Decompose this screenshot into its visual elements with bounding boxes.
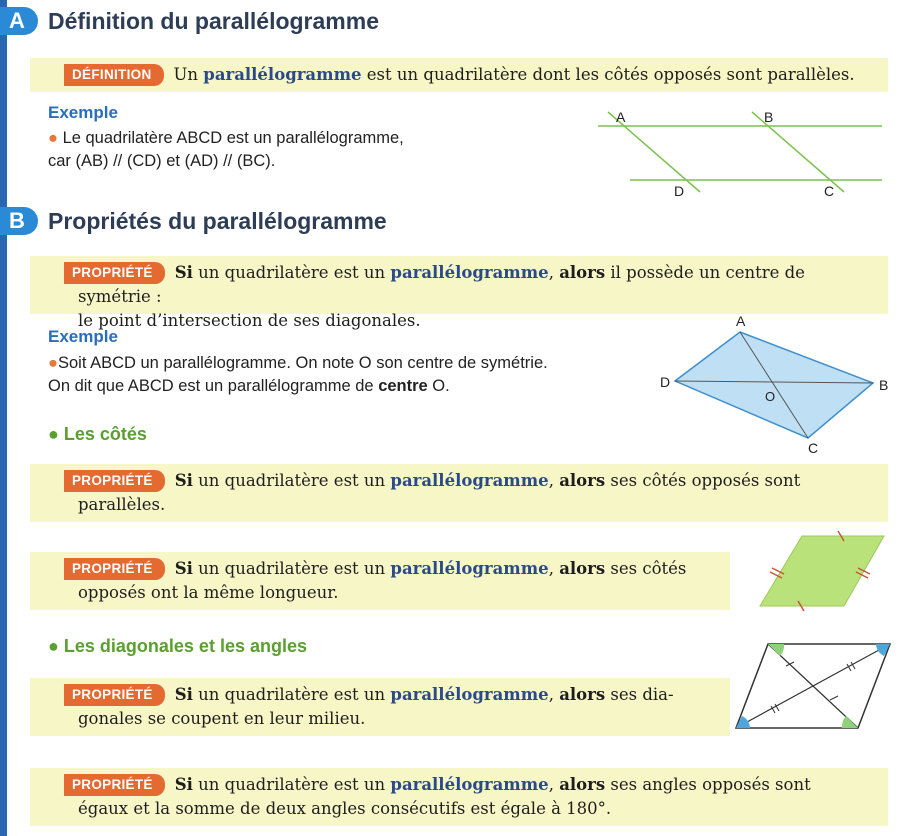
section-a-badge: A bbox=[0, 7, 38, 35]
prop2-line2: parallèles. bbox=[78, 495, 166, 514]
label-a: A bbox=[736, 313, 746, 329]
si-word: Si bbox=[174, 471, 193, 490]
si-word: Si bbox=[174, 263, 193, 282]
example-b-line2a: On dit que ABCD est un parallélogramme de bbox=[48, 377, 379, 395]
bullet-icon: ● bbox=[48, 354, 58, 372]
example-b-line1: Soit ABCD un parallélogramme. On note O son centre de symétrie. bbox=[57, 354, 548, 372]
property-box-5: PROPRIÉTÉ Si un quadrilatère est un parallélogramme, alors ses angles opposés sont égaux et la somme de deux angles consécutifs est égale à 180°. bbox=[30, 768, 888, 826]
prop4-line2: gonales se coupent en leur milieu. bbox=[78, 709, 366, 728]
prop-text: un quadrilatère est un bbox=[192, 685, 391, 704]
prop-text: un quadrilatère est un bbox=[192, 559, 391, 578]
subsection-diagonales bbox=[48, 636, 307, 657]
example-a-line1: Le quadrilatère ABCD est un parallélogramme, bbox=[62, 129, 404, 147]
keyword-parallelogramme: parallélogramme bbox=[390, 559, 549, 578]
property-tag: PROPRIÉTÉ bbox=[64, 684, 165, 706]
figure-parallel-lines bbox=[580, 104, 900, 204]
section-b-header bbox=[0, 204, 387, 238]
bullet-icon: ● bbox=[48, 129, 58, 147]
keyword-parallelogramme: parallélogramme bbox=[203, 65, 362, 84]
property-box-3: PROPRIÉTÉ Si un quadrilatère est un parallélogramme, alors ses côtés opposés ont la même longueur. bbox=[30, 552, 730, 610]
property-tag: PROPRIÉTÉ bbox=[64, 470, 165, 492]
section-a-title: Définition du parallélogramme bbox=[48, 7, 379, 34]
label-c: C bbox=[808, 440, 819, 456]
prop-text: un quadrilatère est un bbox=[192, 471, 391, 490]
label-a: A bbox=[616, 109, 626, 125]
label-d: D bbox=[674, 183, 685, 199]
prop-text: ses angles opposés sont bbox=[605, 775, 811, 794]
example-b-text bbox=[48, 352, 548, 398]
section-a-header bbox=[0, 4, 379, 38]
label-b: B bbox=[879, 377, 889, 393]
prop-text: un quadrilatère est un bbox=[192, 775, 391, 794]
alors-word: alors bbox=[559, 685, 606, 704]
keyword-parallelogramme: parallélogramme bbox=[390, 685, 549, 704]
prop-text: ses dia- bbox=[605, 685, 674, 704]
figure-diagonals-angles bbox=[730, 636, 896, 736]
left-margin-bar bbox=[0, 0, 7, 836]
figure-parallelogram-center bbox=[655, 312, 895, 458]
definition-text-post: est un quadrilatère dont les côtés opposés sont parallèles. bbox=[361, 65, 855, 84]
prop5-line2: égaux et la somme de deux angles consécutifs est égale à 180°. bbox=[78, 799, 612, 818]
definition-tag: DÉFINITION bbox=[64, 64, 164, 86]
prop-text: il possède un centre de symétrie : bbox=[78, 263, 805, 306]
figure-equal-sides bbox=[752, 528, 898, 618]
example-b-title: Exemple bbox=[48, 327, 118, 346]
subsection-diagonales-label: Les diagonales et les angles bbox=[63, 636, 307, 656]
bullet-icon: ● bbox=[48, 636, 59, 656]
alors-word: alors bbox=[559, 471, 606, 490]
label-c: C bbox=[824, 183, 835, 199]
prop1-line2: le point d’intersection de ses diagonales. bbox=[78, 311, 421, 330]
centre-word: centre bbox=[378, 377, 428, 395]
subsection-cotes bbox=[48, 424, 147, 445]
example-a-line2: car (AB) // (CD) et (AD) // (BC). bbox=[48, 152, 276, 170]
prop-text: un quadrilatère est un bbox=[192, 263, 391, 282]
prop3-line2: opposés ont la même longueur. bbox=[78, 583, 339, 602]
example-a-text bbox=[48, 127, 404, 173]
property-box-4: PROPRIÉTÉ Si un quadrilatère est un parallélogramme, alors ses dia- gonales se coupent en leur milieu. bbox=[30, 678, 730, 736]
alors-word: alors bbox=[559, 263, 606, 282]
si-word: Si bbox=[174, 685, 193, 704]
property-box-2: PROPRIÉTÉ Si un quadrilatère est un parallélogramme, alors ses côtés opposés sont parallèles. bbox=[30, 464, 888, 522]
label-d: D bbox=[660, 374, 671, 390]
keyword-parallelogramme: parallélogramme bbox=[390, 471, 549, 490]
si-word: Si bbox=[174, 775, 193, 794]
label-o: O bbox=[765, 389, 776, 404]
section-b-title: Propriétés du parallélogramme bbox=[48, 207, 387, 234]
bullet-icon: ● bbox=[48, 424, 59, 444]
alors-word: alors bbox=[559, 775, 606, 794]
definition-box bbox=[30, 58, 888, 92]
example-a-title: Exemple bbox=[48, 103, 118, 122]
property-box-1: PROPRIÉTÉ Si un quadrilatère est un parallélogramme, alors il possède un centre de symétrie : le point d’intersection de ses diagonales. bbox=[30, 256, 888, 314]
definition-text-pre: Un bbox=[173, 65, 204, 84]
example-b-line2c: O. bbox=[427, 377, 450, 395]
si-word: Si bbox=[174, 559, 193, 578]
property-tag: PROPRIÉTÉ bbox=[64, 774, 165, 796]
subsection-cotes-label: Les côtés bbox=[63, 424, 147, 444]
property-tag: PROPRIÉTÉ bbox=[64, 262, 165, 284]
section-b-badge: B bbox=[0, 207, 38, 235]
property-tag: PROPRIÉTÉ bbox=[64, 558, 165, 580]
prop-text: ses côtés bbox=[605, 559, 687, 578]
keyword-parallelogramme: parallélogramme bbox=[390, 263, 549, 282]
prop-text: ses côtés opposés sont bbox=[605, 471, 801, 490]
keyword-parallelogramme: parallélogramme bbox=[390, 775, 549, 794]
label-b: B bbox=[764, 109, 774, 125]
alors-word: alors bbox=[559, 559, 606, 578]
